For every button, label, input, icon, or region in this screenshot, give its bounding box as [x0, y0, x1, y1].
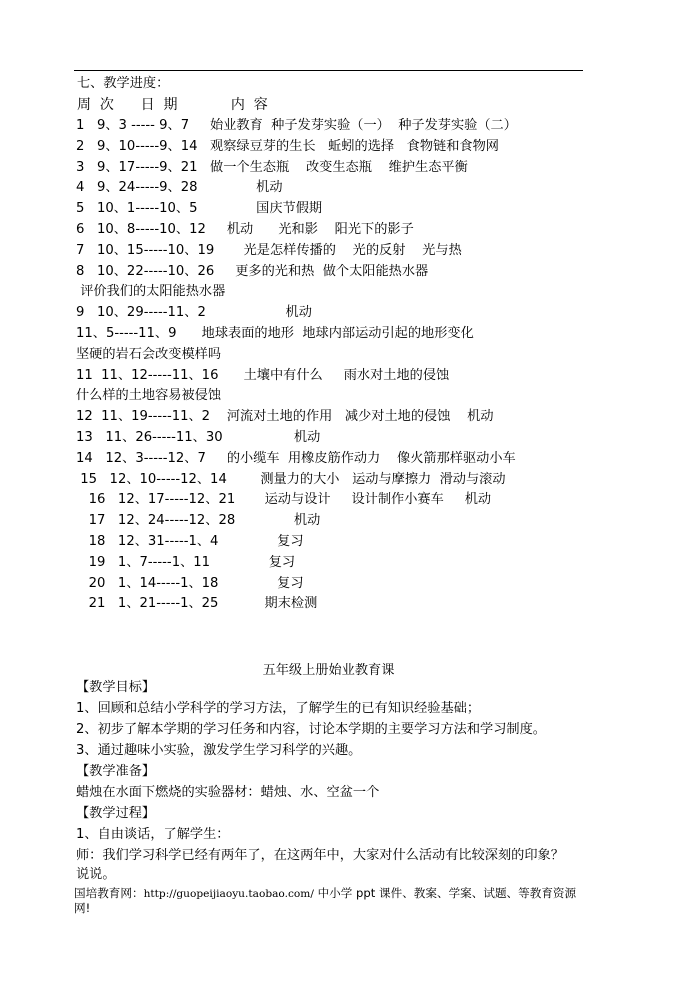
schedule-row: 11 11、12-----11、16 土壤中有什么 雨水对土地的侵蚀: [76, 367, 450, 383]
schedule-row: 9 10、29-----11、2 机动: [76, 305, 312, 321]
preparation-text: 蜡烛在水面下燃烧的实验器材：蜡烛、水、空盆一个: [76, 785, 380, 800]
schedule-row: 什么样的土地容易被侵蚀: [76, 388, 222, 404]
top-rule: [74, 70, 583, 71]
process-item: 说说。: [76, 867, 116, 882]
schedule-row: 17 12、24-----12、28 机动: [76, 513, 321, 529]
schedule-row: 坚硬的岩石会改变模样吗: [76, 346, 222, 362]
schedule-row: 8 10、22-----10、26 更多的光和热 做个太阳能热水器: [76, 263, 429, 279]
objectives-heading: 【教学目标】: [76, 680, 156, 695]
objective-item: 2、初步了解本学期的学习任务和内容，讨论本学期的主要学习方法和学习制度。: [76, 722, 546, 737]
schedule-row: 12 11、19-----11、2 河流对土地的作用 减少对土地的侵蚀 机动: [76, 409, 494, 425]
schedule-row: 18 12、31-----1、4 复习: [76, 534, 304, 549]
schedule-row: 11、5-----11、9 地球表面的地形 地球内部运动引起的地形变化: [76, 326, 474, 341]
section-title: 七、教学进度：: [77, 76, 170, 91]
footer-link[interactable]: http://guopeijiaoyu.taobao.com/: [143, 888, 314, 900]
schedule-row: 4 9、24-----9、28 机动: [76, 180, 283, 196]
objective-item: 3、通过趣味小实验，激发学生学习科学的兴趣。: [76, 743, 362, 758]
objective-item: 1、回顾和总结小学科学的学习方法，了解学生的已有知识经验基础；: [76, 701, 481, 716]
footer-text-end: 网!: [74, 901, 91, 915]
schedule-row: 14 12、3-----12、7 的小缆车 用橡皮筋作动力 像火箭那样驱动小车: [76, 450, 516, 466]
schedule-row: 评价我们的太阳能热水器: [76, 284, 226, 300]
schedule-row: 6 10、8-----10、12 机动 光和影 阳光下的影子: [76, 222, 414, 237]
footer-text: 中小学 ppt 课件、教案、学案、试题、等教育资源: [313, 886, 577, 900]
schedule-row: 15 12、10-----12、14 测量力的大小 运动与摩擦力 滑动与滚动: [76, 471, 506, 487]
schedule-row: 3 9、17-----9、21 做一个生态瓶 改变生态瓶 维护生态平衡: [76, 159, 468, 175]
table-header: 周 次 日 期 内 容: [77, 97, 268, 113]
footer: [74, 886, 589, 915]
schedule-row: 5 10、1-----10、5 国庆节假期: [76, 201, 323, 217]
schedule-row: 20 1、14-----1、18 复习: [76, 575, 304, 591]
footer-label: 国培教育网：: [74, 886, 144, 900]
schedule-row: 16 12、17-----12、21 运动与设计 设计制作小赛车 机动: [76, 492, 492, 508]
process-item: 师：我们学习科学已经有两年了，在这两年中，大家对什么活动有比较深刻的印象？: [76, 848, 564, 863]
schedule-row: 13 11、26-----11、30 机动: [76, 430, 321, 445]
schedule-row: 19 1、7-----1、11 复习: [76, 554, 296, 570]
process-item: 1、自由谈话，了解学生：: [76, 827, 230, 842]
process-heading: 【教学过程】: [76, 806, 156, 821]
schedule-row: 21 1、21-----1、25 期末检测: [76, 596, 318, 612]
schedule-row: 2 9、10-----9、14 观察绿豆芽的生长 蚯蚓的选择 食物链和食物网: [76, 138, 499, 154]
schedule-row: 7 10、15-----10、19 光是怎样传播的 光的反射 光与热: [76, 242, 462, 258]
preparation-heading: 【教学准备】: [76, 764, 156, 779]
lesson-title: 五年级上册始业教育课: [262, 663, 395, 678]
schedule-row: 1 9、3 ----- 9、7 始业教育 种子发芽实验（一） 种子发芽实验（二）: [76, 118, 517, 133]
